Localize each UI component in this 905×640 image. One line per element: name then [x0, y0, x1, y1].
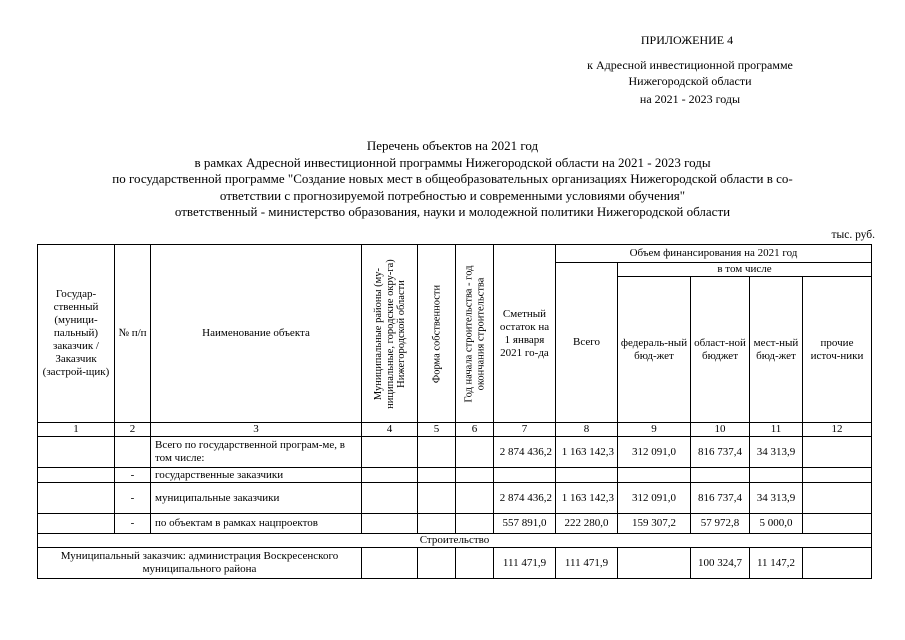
row-regional: 816 737,4	[691, 437, 750, 468]
col-number: 9	[618, 423, 691, 437]
municipal-local: 11 147,2	[750, 548, 803, 579]
municipal-total: 111 471,9	[556, 548, 618, 579]
row-object: по объектам в рамках нацпроектов	[151, 514, 362, 534]
header-funding: Объем финансирования на 2021 год	[556, 245, 872, 263]
municipal-row	[38, 548, 872, 579]
row-federal: 159 307,2	[618, 514, 691, 534]
row-num: -	[115, 514, 151, 534]
appendix-line-1: к Адресной инвестиционной программе	[587, 58, 793, 72]
appendix-line-2: Нижегородской области	[628, 74, 752, 88]
row-object: государственные заказчики	[151, 468, 362, 483]
header-local: мест-ный бюд-жет	[750, 277, 803, 423]
column-numbers-row	[38, 423, 872, 437]
header-years-text: Год начала строительства - год окончания строительства	[463, 264, 486, 403]
col-number: 7	[494, 423, 556, 437]
row-federal: 312 091,0	[618, 437, 691, 468]
header-object: Наименование объекта	[151, 245, 362, 423]
table-row	[38, 483, 872, 514]
col-number: 4	[362, 423, 418, 437]
row-local: 34 313,9	[750, 483, 803, 514]
header-ownership	[418, 245, 456, 423]
table-row	[38, 437, 872, 468]
objects-table	[37, 244, 872, 579]
col-number: 12	[803, 423, 872, 437]
row-local: 34 313,9	[750, 437, 803, 468]
col-number: 1	[38, 423, 115, 437]
table-row	[38, 468, 872, 483]
col-number: 10	[691, 423, 750, 437]
section-title: Строительство	[38, 534, 872, 548]
row-local	[750, 468, 803, 483]
title-line-4: ответствии с прогнозируемой потребностью и современными условиями обучения"	[219, 187, 686, 203]
row-num	[115, 437, 151, 468]
row-balance: 2 874 436,2	[494, 437, 556, 468]
col-number: 3	[151, 423, 362, 437]
row-federal	[618, 468, 691, 483]
municipal-regional: 100 324,7	[691, 548, 750, 579]
row-federal: 312 091,0	[618, 483, 691, 514]
header-regional: област-ной бюджет	[691, 277, 750, 423]
col-number: 5	[418, 423, 456, 437]
header-district	[362, 245, 418, 423]
header-row-1	[38, 245, 872, 263]
document-title	[20, 138, 885, 221]
title-line-1: Перечень объектов на 2021 год	[366, 138, 539, 153]
row-balance: 557 891,0	[494, 514, 556, 534]
col-number: 2	[115, 423, 151, 437]
header-federal: федераль-ный бюд-жет	[618, 277, 691, 423]
unit-label: тыс. руб.	[831, 229, 875, 241]
row-object: Всего по государственной програм-ме, в том числе:	[151, 437, 362, 468]
col-number: 11	[750, 423, 803, 437]
table-row	[38, 514, 872, 534]
section-row	[38, 534, 872, 548]
title-line-5: ответственный - министерство образования, науки и молодежной политики Нижегородской области	[174, 204, 731, 219]
municipal-customer: Муниципальный заказчик: администрация Воскресенского муниципального района	[38, 548, 362, 579]
col-number: 8	[556, 423, 618, 437]
header-balance: Сметный остаток на 1 января 2021 го-да	[494, 245, 556, 423]
title-line-3: по государственной программе "Создание новых мест в общеобразовательных организациях Нижегородской области в со-	[112, 171, 793, 186]
header-customer: Государ-ственный (муници-пальный) заказчик / Заказчик (застрой-щик)	[38, 245, 115, 423]
title-line-2: в рамках Адресной инвестиционной программы Нижегородской области на 2021 - 2023 годы	[194, 154, 711, 170]
header-ownership-text: Форма собственности	[430, 284, 442, 383]
row-local: 5 000,0	[750, 514, 803, 534]
row-num: -	[115, 483, 151, 514]
header-years	[456, 245, 494, 423]
row-object: муниципальные заказчики	[151, 483, 362, 514]
header-total: Всего	[556, 263, 618, 423]
appendix-line-3: на 2021 - 2023 годы	[639, 92, 741, 106]
row-total	[556, 468, 618, 483]
row-balance: 2 874 436,2	[494, 483, 556, 514]
row-regional: 57 972,8	[691, 514, 750, 534]
row-total: 1 163 142,3	[556, 437, 618, 468]
appendix-label: ПРИЛОЖЕНИЕ 4	[640, 33, 734, 47]
header-district-text: Муниципальные районы (му-ниципальные, городские окру-га) Нижегородской области	[372, 258, 407, 409]
header-other: прочие источ-ники	[803, 277, 872, 423]
col-number: 6	[456, 423, 494, 437]
row-regional: 816 737,4	[691, 483, 750, 514]
row-balance	[494, 468, 556, 483]
row-total: 222 280,0	[556, 514, 618, 534]
header-num: № п/п	[115, 245, 151, 423]
row-num: -	[115, 468, 151, 483]
municipal-balance: 111 471,9	[494, 548, 556, 579]
header-including: в том числе	[618, 263, 872, 277]
row-total: 1 163 142,3	[556, 483, 618, 514]
row-regional	[691, 468, 750, 483]
